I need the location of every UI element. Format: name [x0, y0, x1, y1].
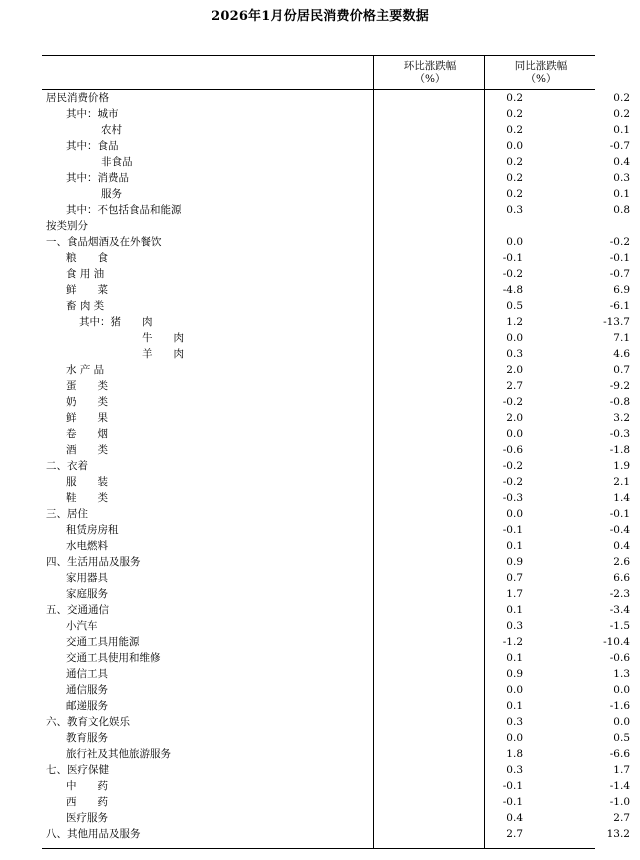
row-mom-value: 0.2 — [506, 156, 523, 168]
row-mom-value: 0.2 — [506, 124, 523, 136]
row-mom-value: 0.5 — [506, 300, 523, 312]
row-yoy-value: -1.5 — [609, 620, 630, 632]
row-mom-value: 0.2 — [506, 92, 523, 104]
row-mom-value: 0.0 — [506, 236, 523, 248]
row-mom-value: 1.7 — [506, 588, 523, 600]
row-mom-value: -0.2 — [502, 396, 523, 408]
table-row — [44, 602, 630, 618]
row-label: 其中：城市 — [66, 108, 119, 120]
row-label: 鞋 类 — [66, 492, 108, 504]
row-mom-value: 0.0 — [506, 684, 523, 696]
table-row — [44, 826, 630, 842]
row-label: 医疗服务 — [66, 812, 108, 824]
table-row — [44, 346, 630, 362]
row-yoy-value: -0.2 — [609, 236, 630, 248]
row-label: 奶 类 — [66, 396, 108, 408]
row-label: 服 装 — [66, 476, 108, 488]
row-label: 鲜 果 — [66, 412, 108, 424]
header-yoy-unit: （%） — [525, 73, 557, 85]
row-label: 按类别分 — [46, 220, 88, 232]
row-mom-value: 0.0 — [506, 732, 523, 744]
row-yoy-value: 13.2 — [606, 828, 630, 840]
row-yoy-value: -0.7 — [609, 268, 630, 280]
table-row — [44, 282, 630, 298]
row-label: 六、教育文化娱乐 — [46, 716, 130, 728]
row-label: 非食品 — [101, 156, 133, 168]
row-yoy-value: 3.2 — [613, 412, 630, 424]
row-yoy-value: 1.3 — [613, 668, 630, 680]
row-label: 租赁房房租 — [66, 524, 119, 536]
table-row — [44, 698, 630, 714]
table-row — [44, 474, 630, 490]
row-label: 西 药 — [66, 796, 108, 808]
header-yoy-label: 同比涨跌幅 — [514, 60, 568, 72]
row-yoy-value: 6.6 — [613, 572, 630, 584]
row-mom-value: -0.2 — [502, 476, 523, 488]
table-row — [44, 650, 630, 666]
row-mom-value: 2.0 — [506, 412, 523, 424]
row-mom-value: -0.2 — [502, 268, 523, 280]
table-row — [44, 586, 630, 602]
table-row — [44, 506, 630, 522]
row-mom-value: -4.8 — [502, 284, 523, 296]
row-yoy-value: 1.9 — [613, 460, 630, 472]
row-yoy-value: 0.4 — [613, 540, 630, 552]
row-label: 其中：食品 — [66, 140, 119, 152]
row-yoy-value: -3.4 — [609, 604, 630, 616]
table-row — [44, 538, 630, 554]
header-mom-unit: （%） — [414, 73, 446, 85]
table-row — [44, 394, 630, 410]
row-yoy-value: 7.1 — [613, 332, 630, 344]
row-mom-value: 0.1 — [506, 700, 523, 712]
row-label: 水 产 品 — [66, 364, 105, 376]
row-yoy-value: 0.8 — [613, 204, 630, 216]
row-mom-value: 0.4 — [506, 812, 523, 824]
row-mom-value: 0.3 — [506, 716, 523, 728]
row-yoy-value: 6.9 — [613, 284, 630, 296]
table-row — [44, 730, 630, 746]
row-yoy-value: -1.4 — [609, 780, 630, 792]
table-row — [44, 442, 630, 458]
row-label: 通信服务 — [66, 684, 108, 696]
row-label: 中 药 — [66, 780, 108, 792]
row-mom-value: 0.2 — [506, 108, 523, 120]
table-row — [44, 426, 630, 442]
row-yoy-value: -9.2 — [609, 380, 630, 392]
table-row — [44, 154, 630, 170]
row-yoy-value: -2.3 — [609, 588, 630, 600]
table-row — [44, 778, 630, 794]
row-label: 酒 类 — [66, 444, 108, 456]
row-mom-value: 0.2 — [506, 172, 523, 184]
row-yoy-value: 0.4 — [613, 156, 630, 168]
row-mom-value: 1.2 — [506, 316, 523, 328]
row-label: 其中：不包括食品和能源 — [66, 204, 182, 216]
row-label: 居民消费价格 — [46, 92, 109, 104]
table-row — [44, 378, 630, 394]
row-yoy-value: -1.6 — [609, 700, 630, 712]
row-label: 鲜 菜 — [66, 284, 108, 296]
table-row — [44, 122, 630, 138]
row-mom-value: -0.6 — [502, 444, 523, 456]
row-label: 服务 — [101, 188, 122, 200]
row-mom-value: 0.7 — [506, 572, 523, 584]
table-row — [44, 298, 630, 314]
row-label: 羊 肉 — [142, 348, 184, 360]
row-label: 卷 烟 — [66, 428, 108, 440]
page-title: 2026年1月份居民消费价格主要数据 — [211, 9, 429, 24]
table-row — [44, 362, 630, 378]
table-row — [44, 682, 630, 698]
row-yoy-value: -0.3 — [609, 428, 630, 440]
row-yoy-value: 4.6 — [613, 348, 630, 360]
row-label: 一、食品烟酒及在外餐饮 — [46, 236, 162, 248]
row-mom-value: -0.3 — [502, 492, 523, 504]
row-label: 四、生活用品及服务 — [46, 556, 141, 568]
row-yoy-value: -1.8 — [609, 444, 630, 456]
row-label: 五、交通通信 — [46, 604, 109, 616]
row-label: 八、其他用品及服务 — [46, 828, 141, 840]
row-mom-value: 0.9 — [506, 556, 523, 568]
row-yoy-value: 0.0 — [613, 684, 630, 696]
row-mom-value: 1.8 — [506, 748, 523, 760]
table-row — [44, 794, 630, 810]
header-mom-label: 环比涨跌幅 — [403, 60, 457, 72]
row-yoy-value: 1.7 — [613, 764, 630, 776]
row-yoy-value: 0.1 — [613, 124, 630, 136]
row-mom-value: -0.1 — [502, 796, 523, 808]
table-row — [44, 634, 630, 650]
row-mom-value: 0.1 — [506, 604, 523, 616]
row-mom-value: -1.2 — [502, 636, 523, 648]
header-yoy — [485, 60, 597, 86]
row-mom-value: 0.0 — [506, 140, 523, 152]
row-yoy-value: -6.6 — [609, 748, 630, 760]
row-mom-value: -0.1 — [502, 780, 523, 792]
row-yoy-value: -0.7 — [609, 140, 630, 152]
row-label: 水电燃料 — [66, 540, 108, 552]
row-yoy-value: 0.2 — [613, 108, 630, 120]
row-label: 交通工具使用和维修 — [66, 652, 161, 664]
table-row — [44, 170, 630, 186]
row-mom-value: 0.1 — [506, 540, 523, 552]
row-mom-value: -0.2 — [502, 460, 523, 472]
table-row — [44, 522, 630, 538]
row-label: 教育服务 — [66, 732, 108, 744]
row-yoy-value: 0.3 — [613, 172, 630, 184]
row-yoy-value: -0.1 — [609, 508, 630, 520]
row-label: 二、衣着 — [46, 460, 88, 472]
row-yoy-value: 0.1 — [613, 188, 630, 200]
table-row — [44, 618, 630, 634]
table-row — [44, 106, 630, 122]
row-label: 牛 肉 — [142, 332, 184, 344]
row-mom-value: 2.7 — [506, 828, 523, 840]
row-yoy-value: -0.1 — [609, 252, 630, 264]
table-row — [44, 570, 630, 586]
row-yoy-value: 0.7 — [613, 364, 630, 376]
row-mom-value: 0.3 — [506, 204, 523, 216]
row-yoy-value: -1.0 — [609, 796, 630, 808]
row-label: 七、医疗保健 — [46, 764, 109, 776]
table-row — [44, 554, 630, 570]
row-label: 通信工具 — [66, 668, 108, 680]
table-row — [44, 138, 630, 154]
row-yoy-value: 0.0 — [613, 716, 630, 728]
row-yoy-value: -0.6 — [609, 652, 630, 664]
table-row — [44, 810, 630, 826]
row-mom-value: -0.1 — [502, 524, 523, 536]
row-label: 食 用 油 — [66, 268, 105, 280]
row-label: 蛋 类 — [66, 380, 108, 392]
table-row — [44, 234, 630, 250]
table-row — [44, 666, 630, 682]
table-row — [44, 186, 630, 202]
row-label: 小汽车 — [66, 620, 98, 632]
row-mom-value: 0.0 — [506, 332, 523, 344]
row-yoy-value: 2.7 — [613, 812, 630, 824]
row-yoy-value: 2.1 — [613, 476, 630, 488]
table-top-rule — [42, 55, 595, 56]
row-yoy-value: -0.8 — [609, 396, 630, 408]
table-row — [44, 746, 630, 762]
table-row — [44, 314, 630, 330]
table-row — [44, 202, 630, 218]
row-label: 旅行社及其他旅游服务 — [66, 748, 171, 760]
table-row — [44, 490, 630, 506]
row-mom-value: 0.0 — [506, 508, 523, 520]
header-mom — [374, 60, 486, 86]
row-label: 农村 — [101, 124, 122, 136]
row-yoy-value: 1.4 — [613, 492, 630, 504]
row-mom-value: 0.3 — [506, 348, 523, 360]
row-mom-value: 0.3 — [506, 764, 523, 776]
row-mom-value: 2.7 — [506, 380, 523, 392]
table-row — [44, 762, 630, 778]
row-label: 畜 肉 类 — [66, 300, 105, 312]
section-label-row — [44, 218, 589, 234]
row-label: 粮 食 — [66, 252, 108, 264]
row-yoy-value: -6.1 — [609, 300, 630, 312]
row-yoy-value: 0.5 — [613, 732, 630, 744]
table-row — [44, 458, 630, 474]
row-mom-value: 0.1 — [506, 652, 523, 664]
row-label: 家用器具 — [66, 572, 108, 584]
table-row — [44, 250, 630, 266]
row-mom-value: 0.9 — [506, 668, 523, 680]
table-row — [44, 410, 630, 426]
row-mom-value: 2.0 — [506, 364, 523, 376]
table-row — [44, 330, 630, 346]
row-label: 其中：猪 肉 — [79, 316, 153, 328]
row-mom-value: 0.0 — [506, 428, 523, 440]
table-row — [44, 90, 630, 106]
row-mom-value: -0.1 — [502, 252, 523, 264]
row-label: 邮递服务 — [66, 700, 108, 712]
row-yoy-value: -10.4 — [603, 636, 630, 648]
row-label: 其中：消费品 — [66, 172, 129, 184]
table-row — [44, 714, 630, 730]
row-yoy-value: 2.6 — [613, 556, 630, 568]
row-label: 家庭服务 — [66, 588, 108, 600]
table-bottom-rule — [42, 848, 595, 849]
row-yoy-value: -0.4 — [609, 524, 630, 536]
row-label: 交通工具用能源 — [66, 636, 140, 648]
row-mom-value: 0.2 — [506, 188, 523, 200]
row-mom-value: 0.3 — [506, 620, 523, 632]
table-row — [44, 266, 630, 282]
row-label: 三、居住 — [46, 508, 88, 520]
row-yoy-value: 0.2 — [613, 92, 630, 104]
row-yoy-value: -13.7 — [603, 316, 630, 328]
